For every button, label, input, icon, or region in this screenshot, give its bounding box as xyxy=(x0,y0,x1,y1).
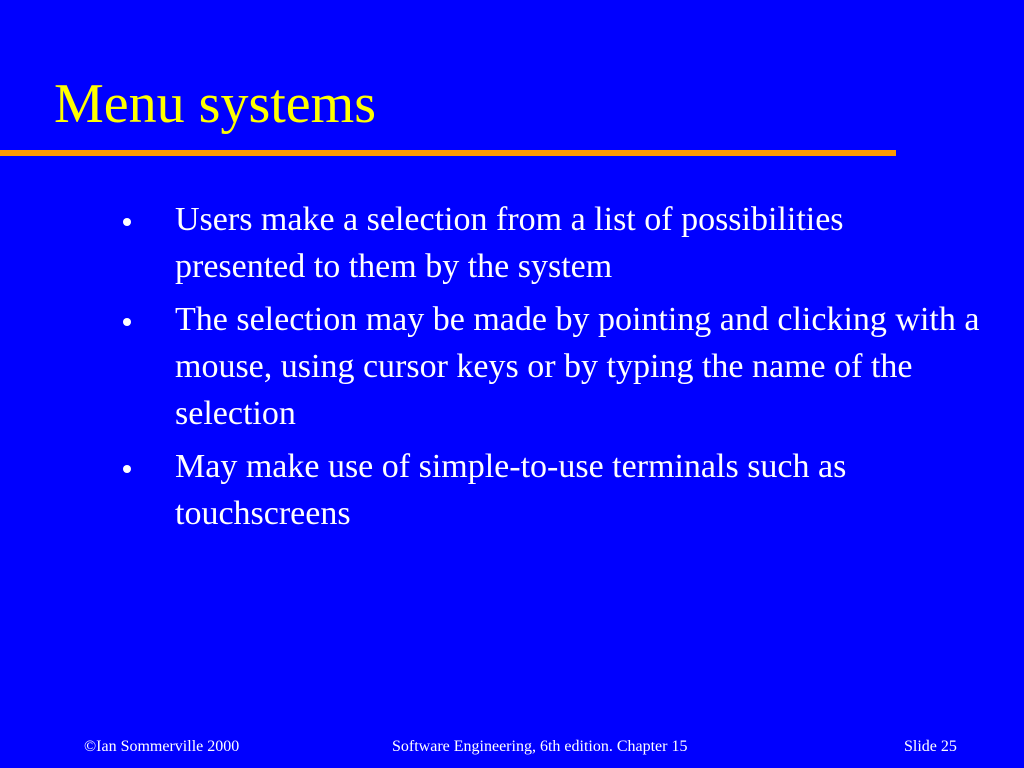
bullet-item xyxy=(120,196,980,290)
bullet-item xyxy=(120,296,980,437)
bullet-text: May make use of simple-to-use terminals such as touchscreens xyxy=(175,448,847,532)
title-underline xyxy=(0,150,896,156)
footer-book-title: Software Engineering, 6th edition. Chapter 15 xyxy=(392,738,688,755)
footer-copyright: ©Ian Sommerville 2000 xyxy=(84,738,240,755)
bullet-text: The selection may be made by pointing and clicking with a mouse, using cursor keys or by typing the name of the selection xyxy=(175,301,980,432)
bullet-list xyxy=(120,196,980,543)
slide-title: Menu systems xyxy=(54,73,376,135)
bullet-dot-icon xyxy=(123,218,131,226)
footer-slide-number: Slide 25 xyxy=(904,738,957,755)
bullet-item xyxy=(120,443,980,537)
bullet-dot-icon xyxy=(123,465,131,473)
bullet-dot-icon xyxy=(123,318,131,326)
bullet-text: Users make a selection from a list of possibilities presented to them by the system xyxy=(175,201,844,285)
